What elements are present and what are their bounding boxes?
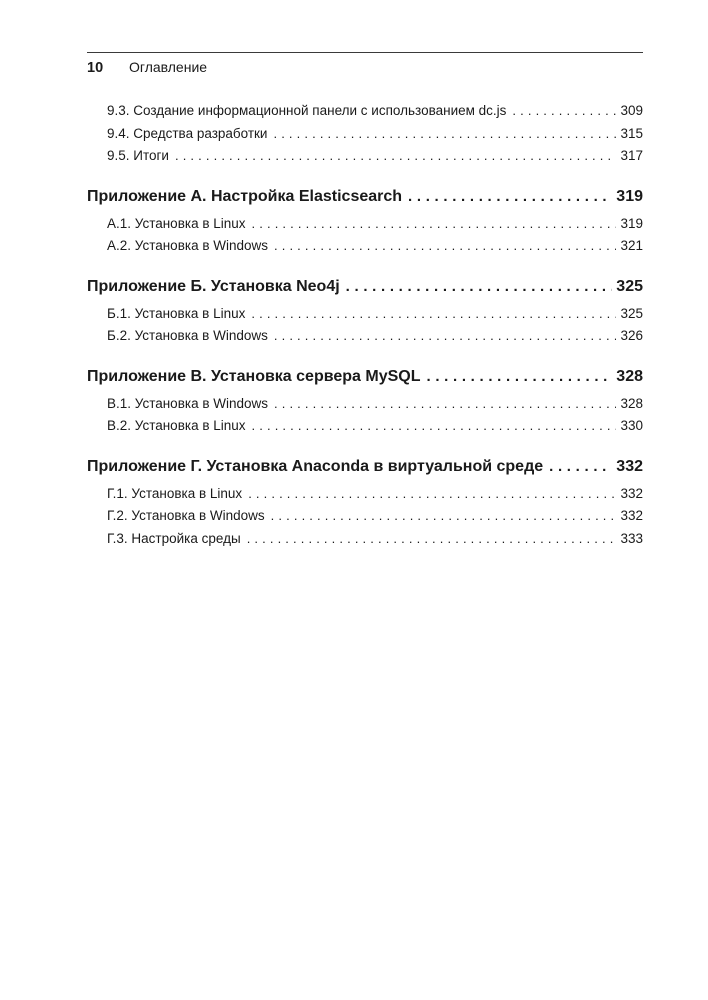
header-row [87, 59, 207, 81]
toc-entry-page: 315 [620, 125, 643, 141]
dot-leader [271, 505, 617, 528]
dot-leader [274, 393, 616, 416]
toc-entry-label: 9.5. Итоги [107, 148, 169, 163]
page-header [87, 52, 643, 76]
dot-leader [346, 275, 613, 299]
toc-section-appendix-a[interactable] [87, 185, 643, 209]
toc-entry-label: В.2. Установка в Linux [107, 418, 246, 433]
toc-section-label: Приложение Г. Установка Anaconda в виртуальной среде [87, 457, 544, 475]
toc-entry-label: В.1. Установка в Windows [107, 395, 269, 411]
toc-entry-label: А.1. Установка в Linux [107, 215, 246, 231]
toc-entry-d-2[interactable] [87, 505, 643, 528]
dot-leader [426, 365, 612, 389]
toc-section-page: 325 [616, 277, 643, 295]
toc-entry-9-5[interactable] [87, 145, 643, 168]
toc-entry-page: 317 [620, 148, 643, 163]
page-number: 10 [87, 60, 104, 76]
toc-section-appendix-c[interactable] [87, 365, 643, 389]
toc-entry-label: Б.2. Установка в Windows [107, 328, 268, 343]
toc-entry-page: 325 [620, 305, 643, 321]
toc-section-label: Приложение Б. Установка Neo4j [87, 277, 340, 295]
dot-leader [248, 483, 616, 506]
toc-entry-page: 309 [620, 103, 643, 118]
toc-entry-c-2[interactable] [87, 415, 643, 438]
toc-entry-page: 332 [620, 508, 643, 523]
toc-entry-b-1[interactable] [87, 303, 643, 326]
toc-entry-page: 326 [620, 328, 643, 343]
toc-entry-a-1[interactable] [87, 213, 643, 236]
toc-entry-label: А.2. Установка в Windows [107, 238, 269, 253]
toc-entry-page: 328 [620, 395, 643, 411]
toc-entry-d-3[interactable] [87, 528, 643, 551]
toc-section-label: Приложение В. Установка сервера MySQL [87, 367, 421, 385]
dot-leader [512, 100, 616, 123]
toc-entry-9-3[interactable] [87, 100, 643, 123]
dot-leader [175, 145, 616, 168]
dot-leader [252, 415, 617, 438]
toc-entry-9-4[interactable] [87, 123, 643, 146]
toc-entry-c-1[interactable] [87, 393, 643, 416]
running-title: Оглавление [129, 59, 208, 75]
dot-leader [408, 185, 612, 209]
toc-entry-page: 333 [620, 530, 643, 546]
toc-entry-label: 9.4. Средства разработки [107, 125, 268, 141]
toc-entry-label: Г.3. Настройка среды [107, 530, 241, 546]
dot-leader [247, 528, 617, 551]
dot-leader [274, 235, 616, 258]
toc-section-page: 332 [616, 457, 643, 475]
toc-entry-label: Г.1. Установка в Linux [107, 485, 243, 501]
toc-entry-label: Б.1. Установка в Linux [107, 305, 246, 321]
dot-leader [549, 455, 612, 479]
dot-leader [252, 213, 617, 236]
dot-leader [251, 303, 616, 326]
toc-section-appendix-b[interactable] [87, 275, 643, 299]
toc-entry-page: 330 [620, 418, 643, 433]
toc-entry-label: Г.2. Установка в Windows [107, 508, 265, 523]
toc-entry-b-2[interactable] [87, 325, 643, 348]
toc-entry-page: 319 [620, 215, 643, 231]
toc-entry-label: 9.3. Создание информационной панели с использованием dc.js [107, 103, 507, 118]
dot-leader [273, 123, 616, 146]
toc-entry-d-1[interactable] [87, 483, 643, 506]
toc-section-appendix-d[interactable] [87, 455, 643, 479]
toc-section-label: Приложение А. Настройка Elasticsearch [87, 187, 403, 205]
toc-section-page: 328 [616, 367, 643, 385]
toc-entry-a-2[interactable] [87, 235, 643, 258]
toc-entry-page: 332 [620, 485, 643, 501]
toc-entry-page: 321 [620, 238, 643, 253]
dot-leader [274, 325, 617, 348]
toc-section-page: 319 [616, 187, 643, 205]
table-of-contents [87, 100, 643, 550]
